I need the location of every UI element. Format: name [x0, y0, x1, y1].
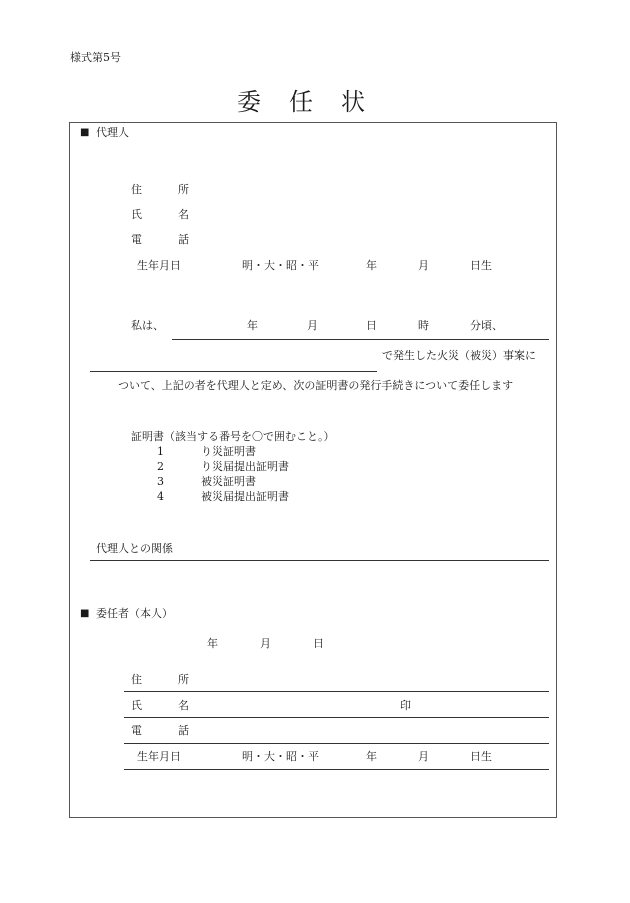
certificate-label: 被災証明書	[201, 475, 256, 488]
principal-heading-mark: ■	[80, 608, 90, 619]
seal-mark: 印	[400, 699, 411, 712]
principal-birth-line	[124, 769, 549, 770]
statement-day: 日	[366, 319, 377, 332]
certificate-no: 3	[157, 475, 164, 488]
principal-birth-month: 月	[418, 750, 429, 763]
principal-date-month: 月	[260, 637, 271, 650]
agent-phone-label-1: 電	[131, 233, 142, 246]
agent-phone-label-2: 話	[178, 233, 189, 246]
agent-name-label-2: 名	[178, 208, 189, 221]
principal-address-line	[124, 691, 549, 692]
principal-era: 明・大・昭・平	[242, 750, 319, 763]
certificate-label: 被災届提出証明書	[201, 490, 289, 503]
certificate-no: 4	[157, 490, 164, 503]
statement-minute: 分頃、	[470, 319, 503, 332]
agent-heading-mark: ■	[80, 127, 90, 138]
principal-name-label-1: 氏	[131, 699, 142, 712]
fire-text: で発生した火災（被災）事案に	[382, 349, 536, 362]
statement-line-1	[172, 339, 549, 340]
principal-birth-label: 生年月日	[137, 750, 181, 763]
relationship-label: 代理人との関係	[96, 542, 173, 555]
statement-month: 月	[307, 319, 318, 332]
certificate-no: 2	[157, 460, 164, 473]
relationship-line	[90, 560, 549, 561]
agent-name-label-1: 氏	[131, 208, 142, 221]
certificate-label: り災証明書	[201, 445, 256, 458]
certificate-label: り災届提出証明書	[201, 460, 289, 473]
principal-name-line	[124, 717, 549, 718]
principal-heading: 委任者（本人）	[96, 607, 173, 620]
agent-era: 明・大・昭・平	[242, 259, 319, 272]
certificate-no: 1	[157, 445, 164, 458]
document-title	[237, 90, 393, 114]
agent-birth-month: 月	[418, 259, 429, 272]
title-char: 任	[289, 88, 313, 116]
agent-birth-year: 年	[366, 259, 377, 272]
title-char: 委	[237, 88, 261, 116]
principal-date-day: 日	[313, 637, 324, 650]
agent-heading: 代理人	[96, 126, 129, 139]
principal-phone-line	[124, 743, 549, 744]
agent-address-label-1: 住	[131, 183, 142, 196]
principal-phone-label-1: 電	[131, 724, 142, 737]
certificate-heading: 証明書（該当する番号を〇で囲むこと。）	[131, 430, 335, 443]
delegation-text: ついて、上記の者を代理人と定め、次の証明書の発行手続きについて委任します	[118, 379, 514, 392]
statement-prefix: 私は、	[131, 319, 164, 332]
statement-hour: 時	[418, 319, 429, 332]
statement-year: 年	[247, 319, 258, 332]
agent-birth-day: 日生	[470, 259, 492, 272]
agent-address-label-2: 所	[178, 183, 189, 196]
statement-line-2	[90, 371, 377, 372]
title-char: 状	[341, 88, 365, 116]
principal-name-label-2: 名	[178, 699, 189, 712]
principal-address-label-2: 所	[178, 673, 189, 686]
form-frame	[69, 122, 557, 818]
principal-date-year: 年	[207, 637, 218, 650]
form-number: 様式第5号	[70, 51, 121, 64]
principal-address-label-1: 住	[131, 673, 142, 686]
principal-birth-year: 年	[366, 750, 377, 763]
principal-birth-day: 日生	[470, 750, 492, 763]
agent-birth-label: 生年月日	[137, 259, 181, 272]
principal-phone-label-2: 話	[178, 724, 189, 737]
